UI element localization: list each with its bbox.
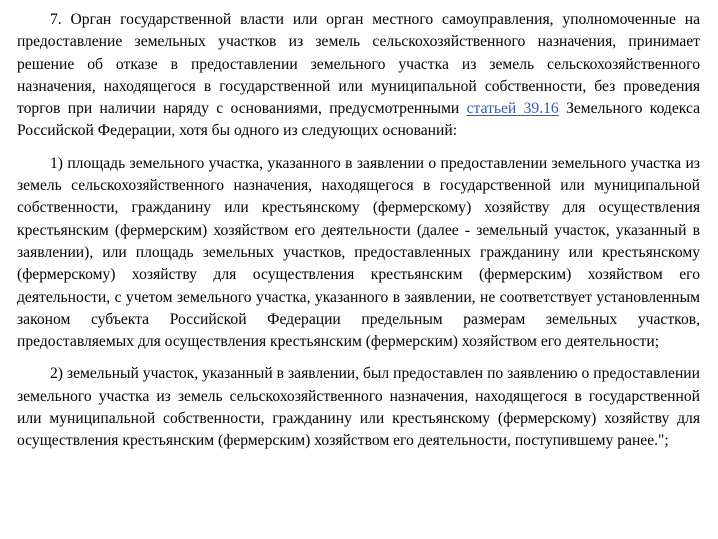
article-39-16-link[interactable]: статьей 39.16 bbox=[466, 100, 559, 118]
paragraph-7-text-end: Земельного кодекса Российской Федерации, хотя бы одного из следующих оснований: bbox=[17, 100, 700, 140]
paragraph-7-text-start: 7. Орган государственной власти или орган местного самоуправления, уполномоченные на предоставление земельных участков из земель сельскохозяйственного назначения, принимает решение об отказе в предоставлении земельного участка из земель сельскохозяйственного назначения, находящегося в государственной или муниципальной собственности, без проведения торгов при наличии наряду с основаниями, предусмотренными bbox=[17, 11, 700, 118]
paragraph-item-1: 1) площадь земельного участка, указанного в заявлении о предоставлении земельного участка из земель сельскохозяйственного назначения, находящегося в государственной или муниципальной собственности, гражданину или крестьянскому (фермерскому) хозяйству для осуществления крестьянским (фермерским) хозяйством его деятельности (далее - земельный участок, указанный в заявлении), или площадь земельных участков, предоставленных гражданину или крестьянскому (фермерскому) хозяйству для осуществления крестьянским (фермерским) хозяйством его деятельности, с учетом земельного участка, указанного в заявлении, не соответствует установленным законом субъекта Российской Федерации предельным размерам земельных участков, предоставляемых для осуществления крестьянским (фермерским) хозяйством его деятельности; bbox=[17, 154, 700, 351]
paragraph-7 bbox=[17, 9, 700, 143]
paragraph-item-2: 2) земельный участок, указанный в заявлении, был предоставлен по заявлению о предоставлении земельного участка из земель сельскохозяйственного назначения, находящегося в государственной или муниципальной собственности, гражданину или крестьянскому (фермерскому) хозяйству для осуществления крестьянским (фермерским) хозяйством его деятельности, поступившему ранее."; bbox=[17, 365, 700, 450]
